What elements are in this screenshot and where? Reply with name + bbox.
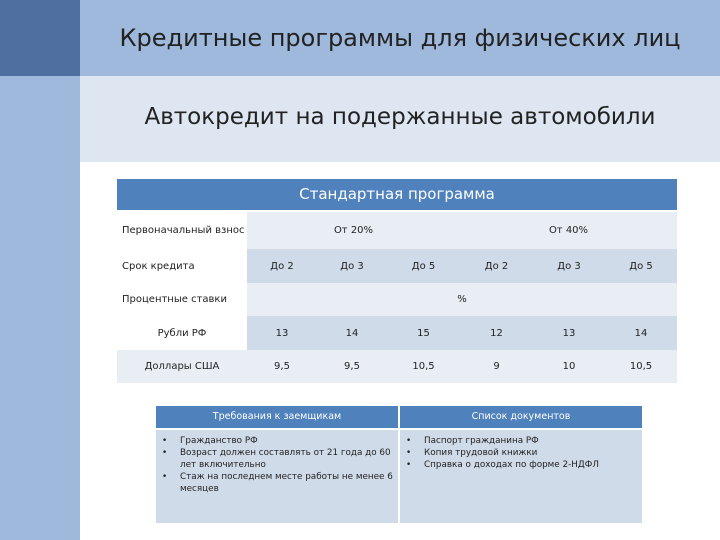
- term-cell: До 5: [605, 249, 677, 283]
- interest-rates-unit: %: [247, 283, 677, 316]
- term-cell: До 3: [317, 249, 387, 283]
- bullet-icon: •: [162, 448, 168, 458]
- slide-title: Кредитные программы для физических лиц: [119, 24, 681, 52]
- bullet-icon: •: [406, 436, 412, 446]
- program-table-title: Стандартная программа: [117, 179, 677, 210]
- requirements-list-item: • Стаж на последнем месте работы не менее 6 месяцев: [162, 472, 393, 494]
- initial-payment-label: Первоначальный взнос: [117, 212, 247, 249]
- slide-subtitle: Автокредит на подержанные автомобили: [144, 104, 656, 130]
- requirements-panel: [156, 430, 398, 523]
- usd-row-label: Доллары США: [117, 350, 247, 383]
- documents-panel: [400, 430, 642, 523]
- requirements-list: [156, 430, 398, 495]
- term-label: Срок кредита: [117, 249, 247, 283]
- term-cell: До 2: [460, 249, 533, 283]
- bullet-icon: •: [162, 436, 168, 446]
- initial-payment-group-1: От 20%: [247, 212, 460, 249]
- documents-list-item: • Справка о доходах по форме 2-НДФЛ: [406, 460, 599, 470]
- bullet-icon: •: [406, 448, 412, 458]
- bullet-icon: •: [406, 460, 412, 470]
- term-cell: До 5: [387, 249, 460, 283]
- usd-rate-cell: 9,5: [317, 350, 387, 383]
- documents-list-item: • Копия трудовой книжки: [406, 448, 538, 458]
- rub-rate-cell: 15: [387, 316, 460, 350]
- interest-rates-label: Процентные ставки: [117, 283, 247, 316]
- documents-list: [400, 430, 642, 471]
- rub-rate-cell: 14: [317, 316, 387, 350]
- rub-rate-cell: 12: [460, 316, 533, 350]
- corner-accent-block: [0, 0, 80, 76]
- requirements-list-item: • Возраст должен составлять от 21 года до 60 лет включительно: [162, 448, 391, 470]
- requirements-panel-title: Требования к заемщикам: [156, 406, 398, 428]
- initial-payment-group-2: От 40%: [460, 212, 677, 249]
- term-cell: До 2: [247, 249, 317, 283]
- usd-rate-cell: 10: [533, 350, 605, 383]
- documents-panel-title: Список документов: [400, 406, 642, 428]
- rub-rate-cell: 14: [605, 316, 677, 350]
- rub-rate-cell: 13: [247, 316, 317, 350]
- requirements-list-item: • Гражданство РФ: [162, 436, 258, 446]
- rub-row-label: Рубли РФ: [117, 316, 247, 350]
- bullet-icon: •: [162, 472, 168, 482]
- usd-rate-cell: 9: [460, 350, 533, 383]
- documents-list-item: • Паспорт гражданина РФ: [406, 436, 539, 446]
- rub-rate-cell: 13: [533, 316, 605, 350]
- usd-rate-cell: 10,5: [605, 350, 677, 383]
- left-accent-stripe: [0, 76, 80, 540]
- term-cell: До 3: [533, 249, 605, 283]
- usd-rate-cell: 9,5: [247, 350, 317, 383]
- usd-rate-cell: 10,5: [387, 350, 460, 383]
